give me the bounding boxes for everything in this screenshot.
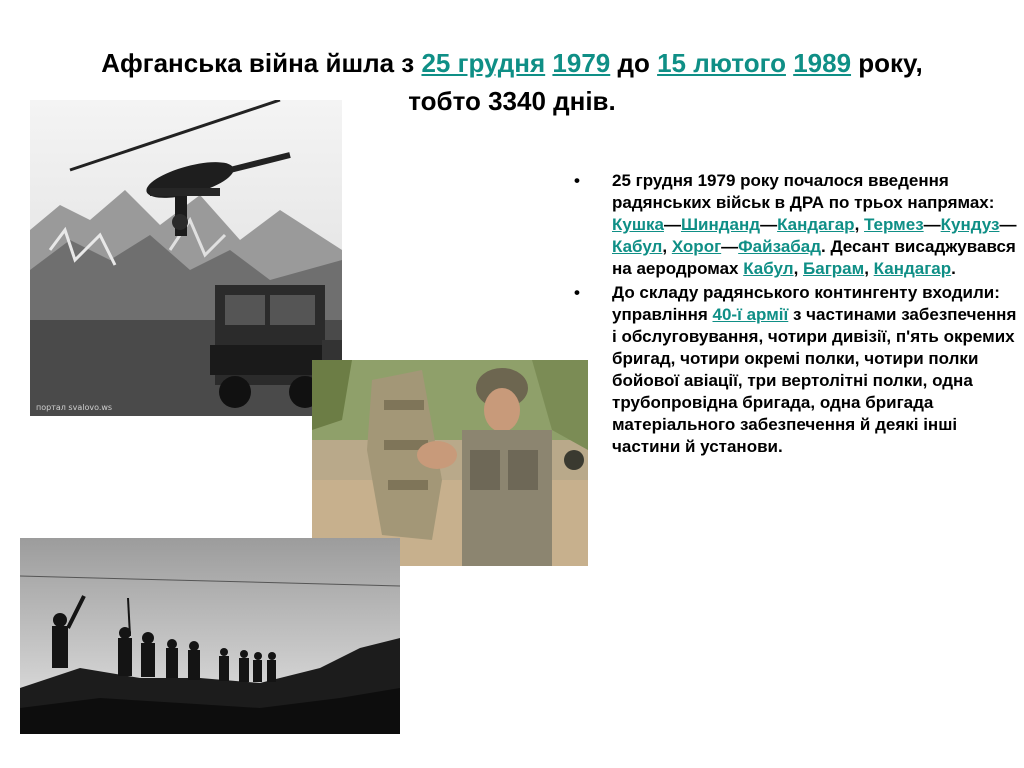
bullet-text: —	[760, 215, 778, 234]
link-shindand[interactable]: Шинданд	[680, 215, 761, 234]
bullet-text: —	[923, 215, 941, 234]
soldiers-silhouette-photo	[20, 538, 400, 734]
title-text: Афганська війна йшла з	[101, 48, 422, 78]
title-text: тобто 3340 днів.	[408, 86, 616, 116]
photo-watermark: портал svalovo.ws	[36, 403, 113, 412]
bullet-marker: •	[574, 171, 580, 190]
bullet-list	[574, 170, 1018, 460]
bullet-text: ,	[864, 259, 874, 278]
link-15-february[interactable]: 15 лютого	[657, 48, 786, 78]
link-1989[interactable]: 1989	[793, 48, 852, 78]
title-text: року,	[851, 48, 923, 78]
link-1979[interactable]: 1979	[552, 48, 611, 78]
link-kandahar[interactable]: Кандагар	[777, 215, 855, 234]
link-40th-army[interactable]: 40-ї армії	[712, 305, 789, 324]
soldier-photo	[312, 360, 588, 566]
list-item	[574, 282, 1018, 458]
bullet-text: 25 грудня 1979 року почалося введення радянських військ в ДРА по трьох напрямах:	[612, 171, 995, 212]
bullet-text: ,	[854, 215, 865, 234]
bullet-text: . Десант висаджувався на аеродромах	[612, 237, 1016, 278]
link-faizabad[interactable]: Файзабад	[738, 237, 822, 256]
bullet-text: ,	[662, 237, 672, 256]
title-text: до	[610, 48, 658, 78]
bullet-text: з частинами забезпечення і обслуговування, чотири дивізії, п'ять окремих бригад, чотири окремі полки, чотири полки бойової авіації, три вертолітні полки, одна трубопровідна бригада, одна бригада матеріального забезпечення й деякі інші частини й установи.	[612, 305, 1017, 456]
bullet-text: .	[951, 259, 956, 278]
bullet-text: ,	[793, 259, 804, 278]
bullet-text: До складу радянського контингенту входили: управління	[612, 283, 1000, 324]
link-kabul[interactable]: Кабул	[612, 237, 663, 256]
helicopter-photo	[30, 100, 342, 416]
link-termez[interactable]: Термез	[864, 215, 924, 234]
link-kushka[interactable]: Кушка	[612, 215, 664, 234]
link-bagram[interactable]: Баграм	[803, 259, 865, 278]
link-kunduz[interactable]: Кундуз	[940, 215, 1000, 234]
link-25-december[interactable]: 25 грудня	[421, 48, 546, 78]
bullet-text: —	[663, 215, 681, 234]
link-kabul-airfield[interactable]: Кабул	[743, 259, 794, 278]
bullet-text: —	[999, 215, 1017, 234]
link-khorog[interactable]: Хорог	[671, 237, 722, 256]
bullet-text: —	[721, 237, 739, 256]
link-kandahar-airfield[interactable]: Кандагар	[873, 259, 952, 278]
bullet-marker: •	[574, 283, 580, 302]
list-item	[574, 170, 1018, 280]
